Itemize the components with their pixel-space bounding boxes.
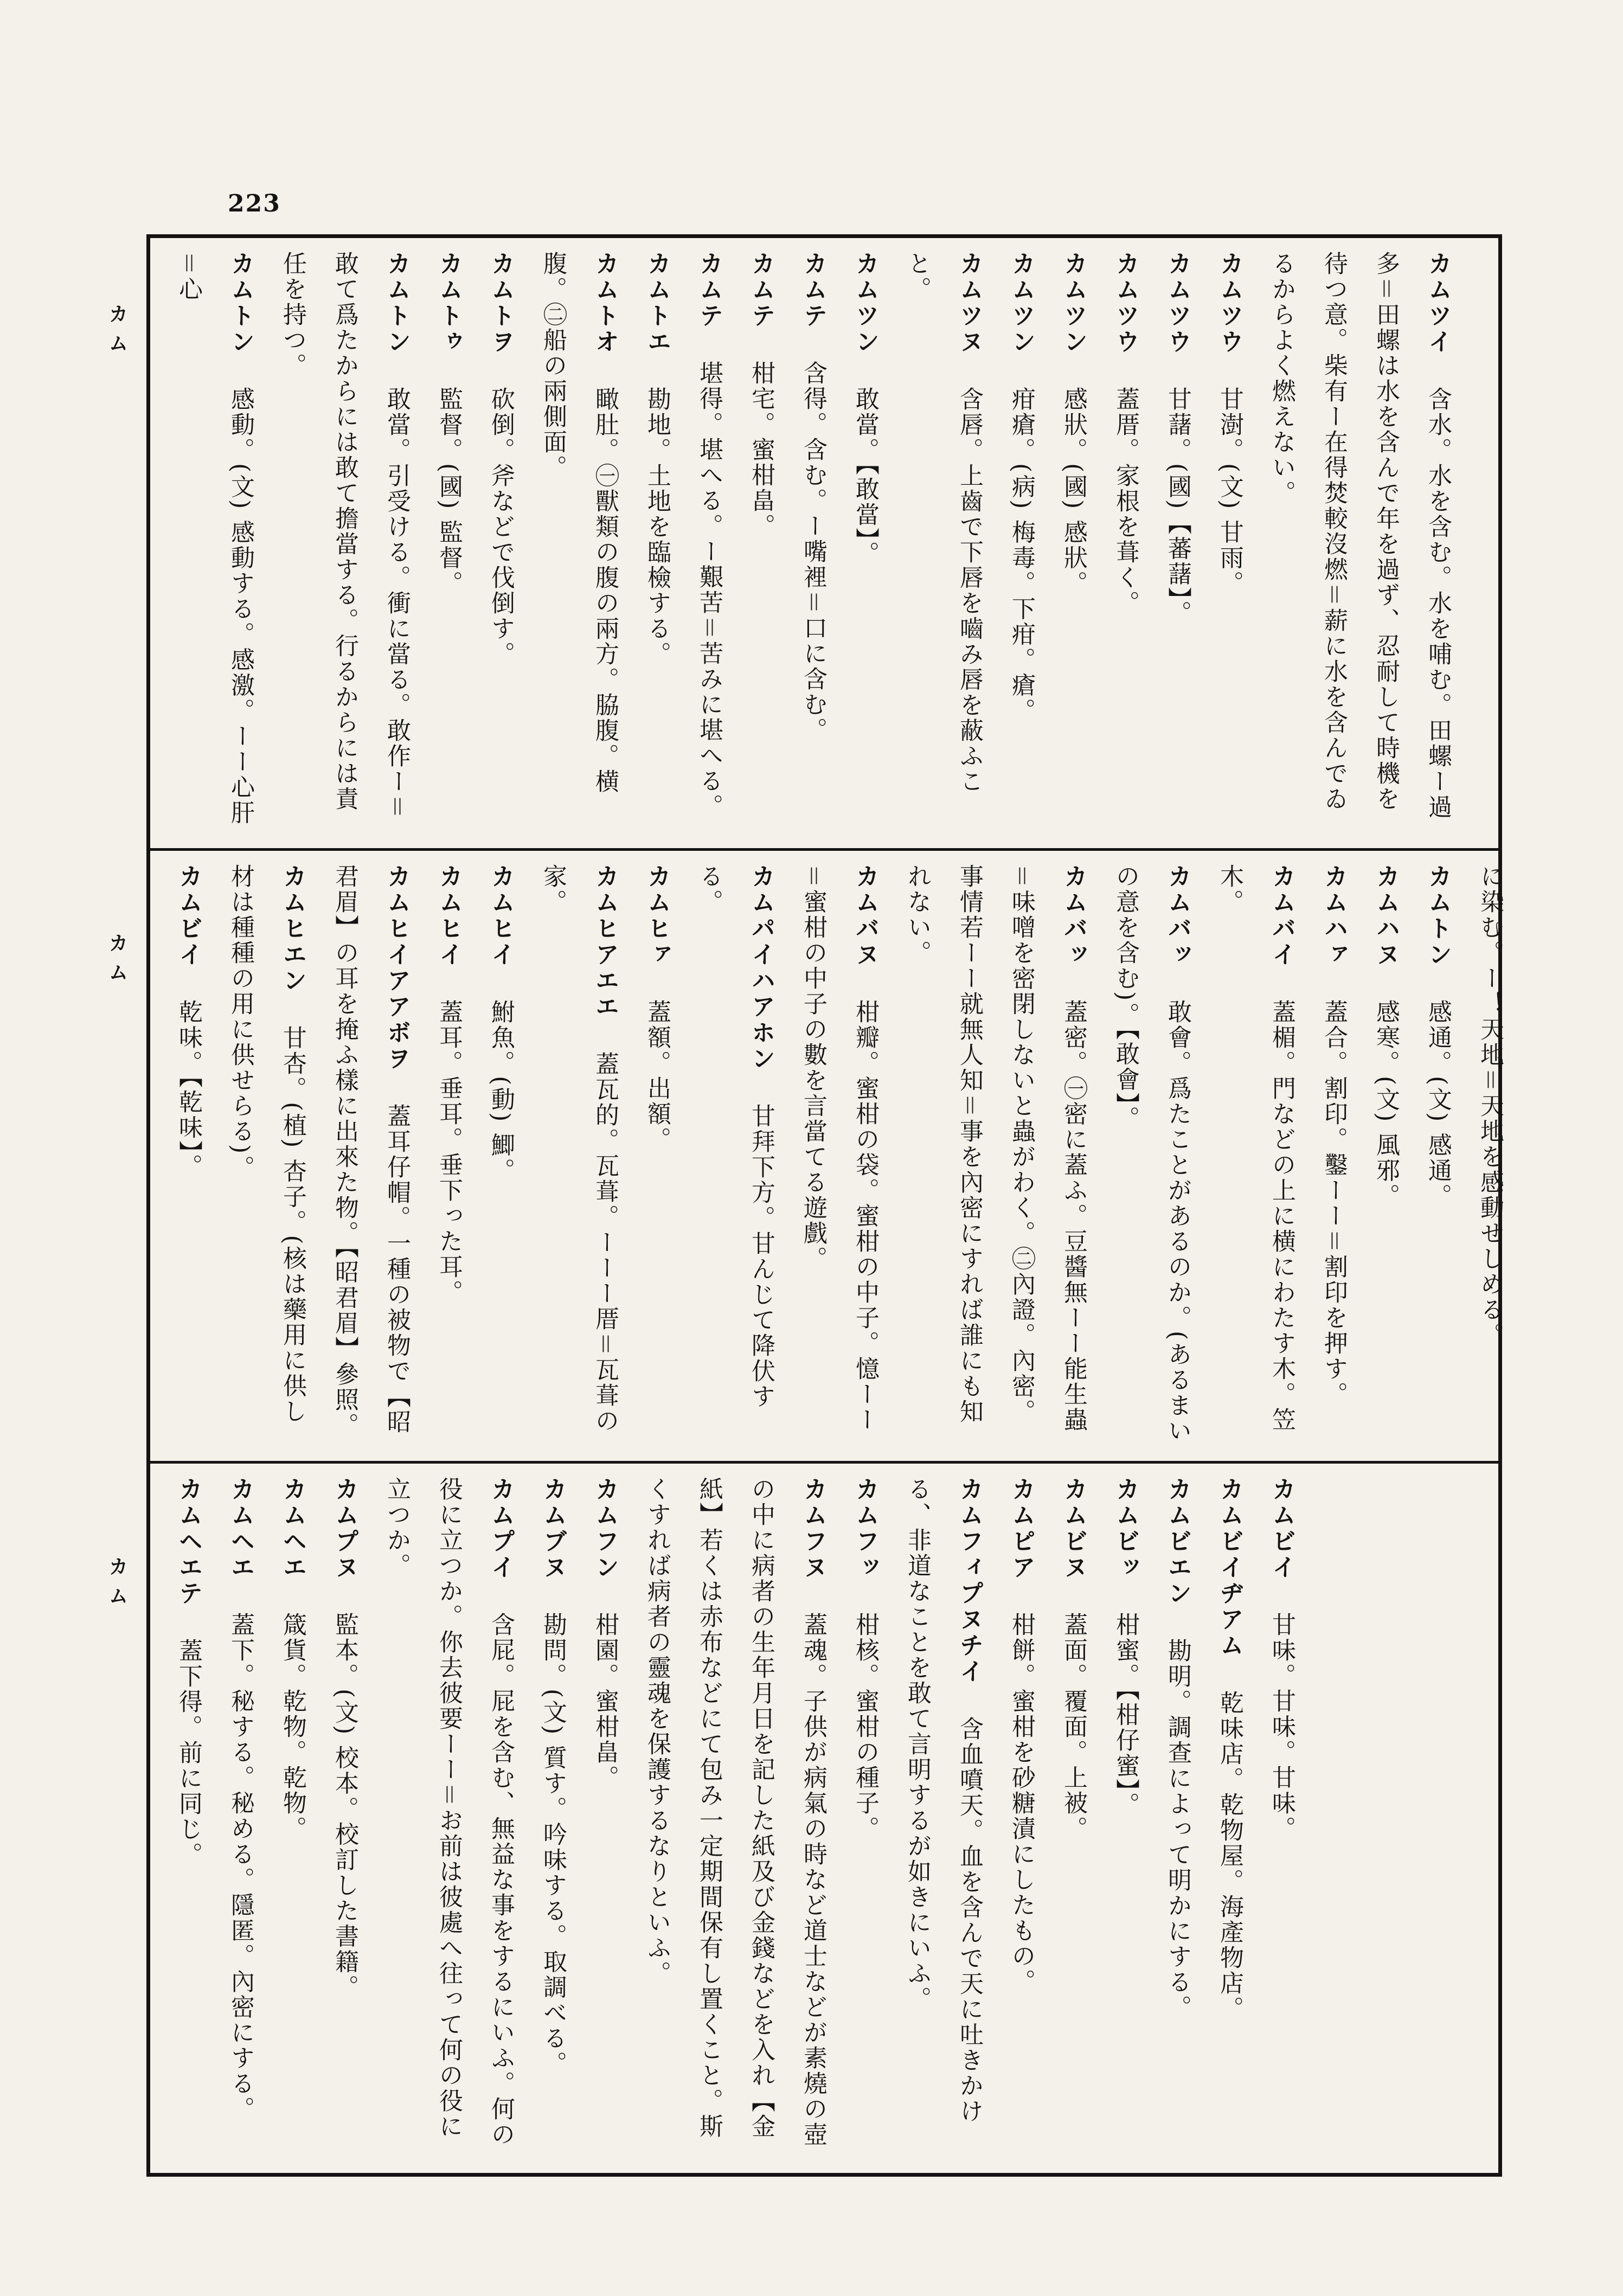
- dictionary-entry: [474, 251, 527, 835]
- entry-definition: 蓋額。出額。: [643, 999, 671, 1152]
- entry-definition: 監本。(文) 校本。校訂した書籍。: [331, 1612, 358, 2000]
- entry-headword: カムヘエテ: [175, 1477, 202, 1607]
- entry-definition: 蓋下。秘する。秘める。隱匿。內密にする。: [227, 1612, 254, 2122]
- entry-definition: 蓋密。㊀密に蓋ふ。豆醬無ーー能生蟲＝味噌を密閉しないと蟲がわく。㊁內證。內密。事情若ーー就無人知＝事を內密にすれば誰にも知れない。: [903, 864, 1087, 1433]
- entry-definition: 含屁。屁を含む、無益な事をするにいふ。何の役に立つか。你去彼要ーー＝お前は彼處へ往って何の役に立つか。: [383, 1477, 515, 2147]
- margin-label-middle: カム: [106, 933, 128, 991]
- dictionary-entry: [527, 864, 631, 1448]
- entry-definition: 鮒魚。(動) 鯽。: [487, 999, 515, 1184]
- entry-definition: 乾味。【乾味】。: [175, 999, 202, 1179]
- entry-definition: 疳瘡。(病) 梅毒。下疳。瘡。: [1008, 387, 1035, 724]
- entry-headword: カムヒアエエ: [591, 864, 619, 1020]
- entry-definition: 箴貨。乾物。乾物。: [279, 1612, 306, 1842]
- entry-definition: 蓋耳仔帽。一種の被物で【昭君眉】の耳を掩ふ樣に出來た物。【昭君眉】參照。: [331, 864, 410, 1438]
- entry-headword: カムバッ: [1164, 864, 1191, 968]
- entry-headword: カムパイハアホン: [747, 864, 775, 1072]
- entry-headword: カムヘエ: [227, 1477, 254, 1581]
- entry-headword: カムトン: [227, 251, 254, 355]
- entry-headword: カムバイ: [1268, 864, 1295, 968]
- entry-headword: カムテ: [799, 251, 827, 329]
- entry-definition: 堪得。堪へる。ー艱苦＝苦みに堪へる。: [695, 361, 723, 819]
- entry-headword: カムハァ: [1320, 864, 1348, 968]
- page-number: 223: [228, 190, 281, 217]
- entry-headword: カムヒイアアボヲ: [383, 864, 410, 1072]
- dictionary-entry: [474, 864, 527, 1448]
- entry-headword: カムヘエ: [279, 1477, 306, 1581]
- entry-headword: カムツン: [1008, 251, 1035, 355]
- entry-headword: カムツウ: [1216, 251, 1243, 355]
- dictionary-entry: [1203, 1477, 1255, 2160]
- margin-label-top: カム: [106, 304, 128, 362]
- dictionary-entry: [839, 251, 891, 835]
- entry-definition: 柑宅。蜜柑畠。: [747, 361, 775, 539]
- dictionary-entry: [527, 1477, 579, 2160]
- entry-headword: カムビヌ: [1060, 1477, 1087, 1581]
- entry-headword: カムハヌ: [1372, 864, 1400, 968]
- entry-headword: カムトン: [383, 251, 410, 355]
- entry-definition: 勘明。調查によって明かにする。: [1164, 1638, 1191, 2021]
- dictionary-entry: [631, 1477, 839, 2160]
- dictionary-entry: [422, 864, 474, 1448]
- dictionary-entry: [527, 251, 631, 835]
- dictionary-entry: [891, 1477, 995, 2160]
- entry-definition: 勘地。土地を臨檢する。: [643, 387, 671, 667]
- entry-headword: カムビイ: [175, 864, 202, 968]
- dictionary-entry: [1307, 864, 1359, 1448]
- entry-headword: カムプイ: [487, 1477, 515, 1581]
- entry-headword: カムツン: [1060, 251, 1087, 355]
- dictionary-entry: [318, 864, 422, 1448]
- dictionary-entry: [1151, 251, 1203, 835]
- entry-definition: 甘味。甘味。甘味。: [1268, 1612, 1295, 1842]
- dictionary-entry: [631, 251, 683, 835]
- dictionary-entry: [318, 1477, 370, 2160]
- entry-definition: 含水。水を含む。水を哺む。田螺ー過多＝田螺は水を含んで年を過ず、忍耐して時機を待つ意。柴有ー在得焚較沒燃＝薪に水を含んでゐるからよく燃えない。: [1268, 251, 1452, 820]
- entry-definition: 柑餅。蜜柑を砂糖漬にしたもの。: [1008, 1612, 1035, 1994]
- entry-definition: 蓋合。割印。鑿ーー＝割印を押す。: [1320, 999, 1348, 1407]
- entry-definition: 勘問。(文) 質す。吟味する。取調べる。: [539, 1612, 567, 2077]
- entry-headword: カムフッ: [851, 1477, 879, 1581]
- entry-definition: 蓋魂。子供が病氣の時など道士などが素燒の壺の中に病者の生年月日を記した紙及び金錢などを入れ【金紙】若くは赤布などにて包み一定期間保有し置くこと。斯くすれば病者の靈魂を保護するなりといふ。: [643, 1477, 827, 2147]
- dictionary-entry: [162, 864, 214, 1448]
- entry-headword: カムトヲ: [487, 251, 515, 355]
- entry-definition: 蓋瓦的。瓦葺。ーーー厝＝瓦葺の家。: [539, 864, 619, 1434]
- entry-headword: カムツウ: [1164, 251, 1191, 355]
- dictionary-entry: [1255, 1477, 1307, 2160]
- dictionary-entry: [579, 1477, 631, 2160]
- dictionary-entry: [839, 1477, 891, 2160]
- entry-definition: 蓋楣。門などの上に横にわたす木。笠木。: [1216, 864, 1295, 1433]
- dictionary-entry: [1099, 864, 1203, 1448]
- dictionary-entry: [1203, 251, 1255, 835]
- dictionary-entry: [1099, 1477, 1151, 2160]
- entry-headword: カムバッ: [1060, 864, 1087, 968]
- entry-definition: 柑園。蜜柑畠。: [591, 1612, 619, 1791]
- entry-definition: 敢會。爲たことがあるのか。(あるまいの意を含む)。【敢會】。: [1112, 864, 1191, 1444]
- entry-definition: 甘澍。(文) 甘雨。: [1216, 387, 1243, 597]
- dictionary-entry: [787, 251, 839, 835]
- entry-definition: 感狀。(國) 感狀。: [1060, 387, 1087, 597]
- entry-definition: 監督。(國) 監督。: [435, 387, 463, 597]
- entry-definition: 含血噴天。血を含んで天に吐きかける、非道なことを敢て言明するが如きにいふ。: [903, 1477, 983, 2124]
- entry-columns: [162, 864, 1516, 1448]
- dictionary-entry: [1203, 864, 1307, 1448]
- entry-headword: カムツウ: [1112, 251, 1139, 355]
- entry-headword: カムヒァ: [643, 864, 671, 968]
- entry-definition: 感通。(文) 感通。: [1424, 999, 1452, 1209]
- entry-definition: 蓋耳。垂耳。垂下った耳。: [435, 999, 463, 1305]
- entry-headword: カムフヌ: [799, 1477, 827, 1581]
- dictionary-entry: [1359, 864, 1412, 1448]
- entry-headword: カムプヌ: [331, 1477, 358, 1581]
- dictionary-entry: [891, 864, 1099, 1448]
- entry-definition: 敢當。【敢當】。: [851, 387, 879, 567]
- entry-definition: 柑蜜。【柑仔蜜】。: [1112, 1612, 1139, 1818]
- entry-definition: 含得。含む。ー嘴裡＝口に含む。: [799, 361, 827, 743]
- entry-headword: カムフン: [591, 1477, 619, 1581]
- entry-definition: 蓋下得。前に同じ。: [175, 1638, 202, 1868]
- entry-definition: 敢當。引受ける。衝に當る。敢作ー＝敢て爲たからには敢て擔當する。行るからには責任を持つ。: [279, 251, 410, 820]
- entry-headword: カムヒイ: [435, 864, 463, 968]
- dictionary-entry: [1255, 251, 1464, 835]
- entry-headword: カムブヌ: [539, 1477, 567, 1581]
- dictionary-entry: [162, 251, 266, 835]
- entry-headword: カムツヌ: [955, 251, 983, 355]
- entry-definition: 乾味店。乾物屋。海產物店。: [1216, 1690, 1243, 2022]
- dictionary-entry: [683, 864, 787, 1448]
- entry-definition: 甘藷。(國)【蕃藷】。: [1164, 387, 1191, 626]
- dictionary-entry: [1047, 1477, 1099, 2160]
- entry-headword: カムフィプヌチイ: [955, 1477, 983, 1685]
- dictionary-entry: [266, 1477, 318, 2160]
- entry-band-middle: [150, 851, 1504, 1464]
- margin-label-bottom: カム: [106, 1556, 128, 1615]
- dictionary-entry: [214, 864, 318, 1448]
- dictionary-entry: [683, 251, 735, 835]
- entry-columns: [162, 251, 1464, 835]
- dictionary-entry: [995, 251, 1047, 835]
- entry-headword: カムヒイ: [487, 864, 515, 968]
- entry-headword: カムビッ: [1112, 1477, 1139, 1581]
- dictionary-entry: [631, 864, 683, 1448]
- entry-headword: カムトエ: [643, 251, 671, 355]
- dictionary-entry: [1099, 251, 1151, 835]
- dictionary-entry: [370, 1477, 527, 2160]
- dictionary-frame: [146, 234, 1502, 2177]
- entry-headword: カムバヌ: [851, 864, 879, 968]
- entry-columns: [162, 1477, 1307, 2160]
- dictionary-entry: [162, 1477, 214, 2160]
- entry-definition: 甘杏。(植) 杏子。(核は藥用に供し材は種種の用に供せらる)。: [227, 864, 306, 1425]
- entry-definition: 感寒。(文) 風邪。: [1372, 999, 1400, 1209]
- entry-headword: カムテ: [695, 251, 723, 329]
- entry-definition: 蓋厝。家根を葺く。: [1112, 387, 1139, 616]
- entry-headword: カムトゥ: [435, 251, 463, 355]
- dictionary-entry: [214, 1477, 266, 2160]
- dictionary-entry: [1412, 864, 1464, 1448]
- entry-headword: カムビイ: [1268, 1477, 1295, 1581]
- dictionary-entry: [1151, 1477, 1203, 2160]
- entry-definition: に染む。ー！天地＝天地を感動せしめる。: [1476, 864, 1504, 1348]
- entry-definition: 柑瓣。蜜柑の袋。蜜柑の中子。憶ーー＝蜜柑の中子の數を言當てる遊戲。: [799, 864, 879, 1433]
- entry-band-top: [150, 238, 1498, 851]
- entry-definition: 蓋面。覆面。上被。: [1060, 1612, 1087, 1842]
- entry-headword: カムピア: [1008, 1477, 1035, 1581]
- entry-headword: カムトオ: [591, 251, 619, 355]
- dictionary-entry: [891, 251, 995, 835]
- entry-headword: カムツン: [851, 251, 879, 355]
- entry-definition: 砍倒。斧などで伐倒す。: [487, 387, 515, 667]
- entry-definition: 感動。(文) 感動する。感激。ーー心肝＝心: [175, 251, 254, 826]
- entry-definition: 含唇。上齒で下唇を嚙み唇を蔽ふこと。: [903, 251, 983, 794]
- entry-band-bottom: [150, 1464, 1498, 2173]
- dictionary-entry: [735, 251, 787, 835]
- entry-headword: カムツイ: [1424, 251, 1452, 355]
- entry-definition: 甘拜下方。甘んじて降伏する。: [695, 864, 775, 1409]
- dictionary-entry: [787, 864, 891, 1448]
- dictionary-entry: [422, 251, 474, 835]
- dictionary-entry: [1047, 251, 1099, 835]
- dictionary-entry: [995, 1477, 1047, 2160]
- entry-definition: 柑核。蜜柑の種子。: [851, 1612, 879, 1842]
- entry-headword: カムテ: [747, 251, 775, 329]
- entry-headword: カムビエン: [1164, 1477, 1191, 1607]
- entry-definition: 瞰肚。㊀獸類の腹の兩方。脇腹。横腹。㊁船の兩側面。: [539, 251, 619, 794]
- dictionary-entry: [1464, 864, 1516, 1448]
- dictionary-entry: [266, 251, 422, 835]
- entry-headword: カムビイヂアム: [1216, 1477, 1243, 1659]
- entry-headword: カムヒエン: [279, 864, 306, 994]
- entry-headword: カムトン: [1424, 864, 1452, 968]
